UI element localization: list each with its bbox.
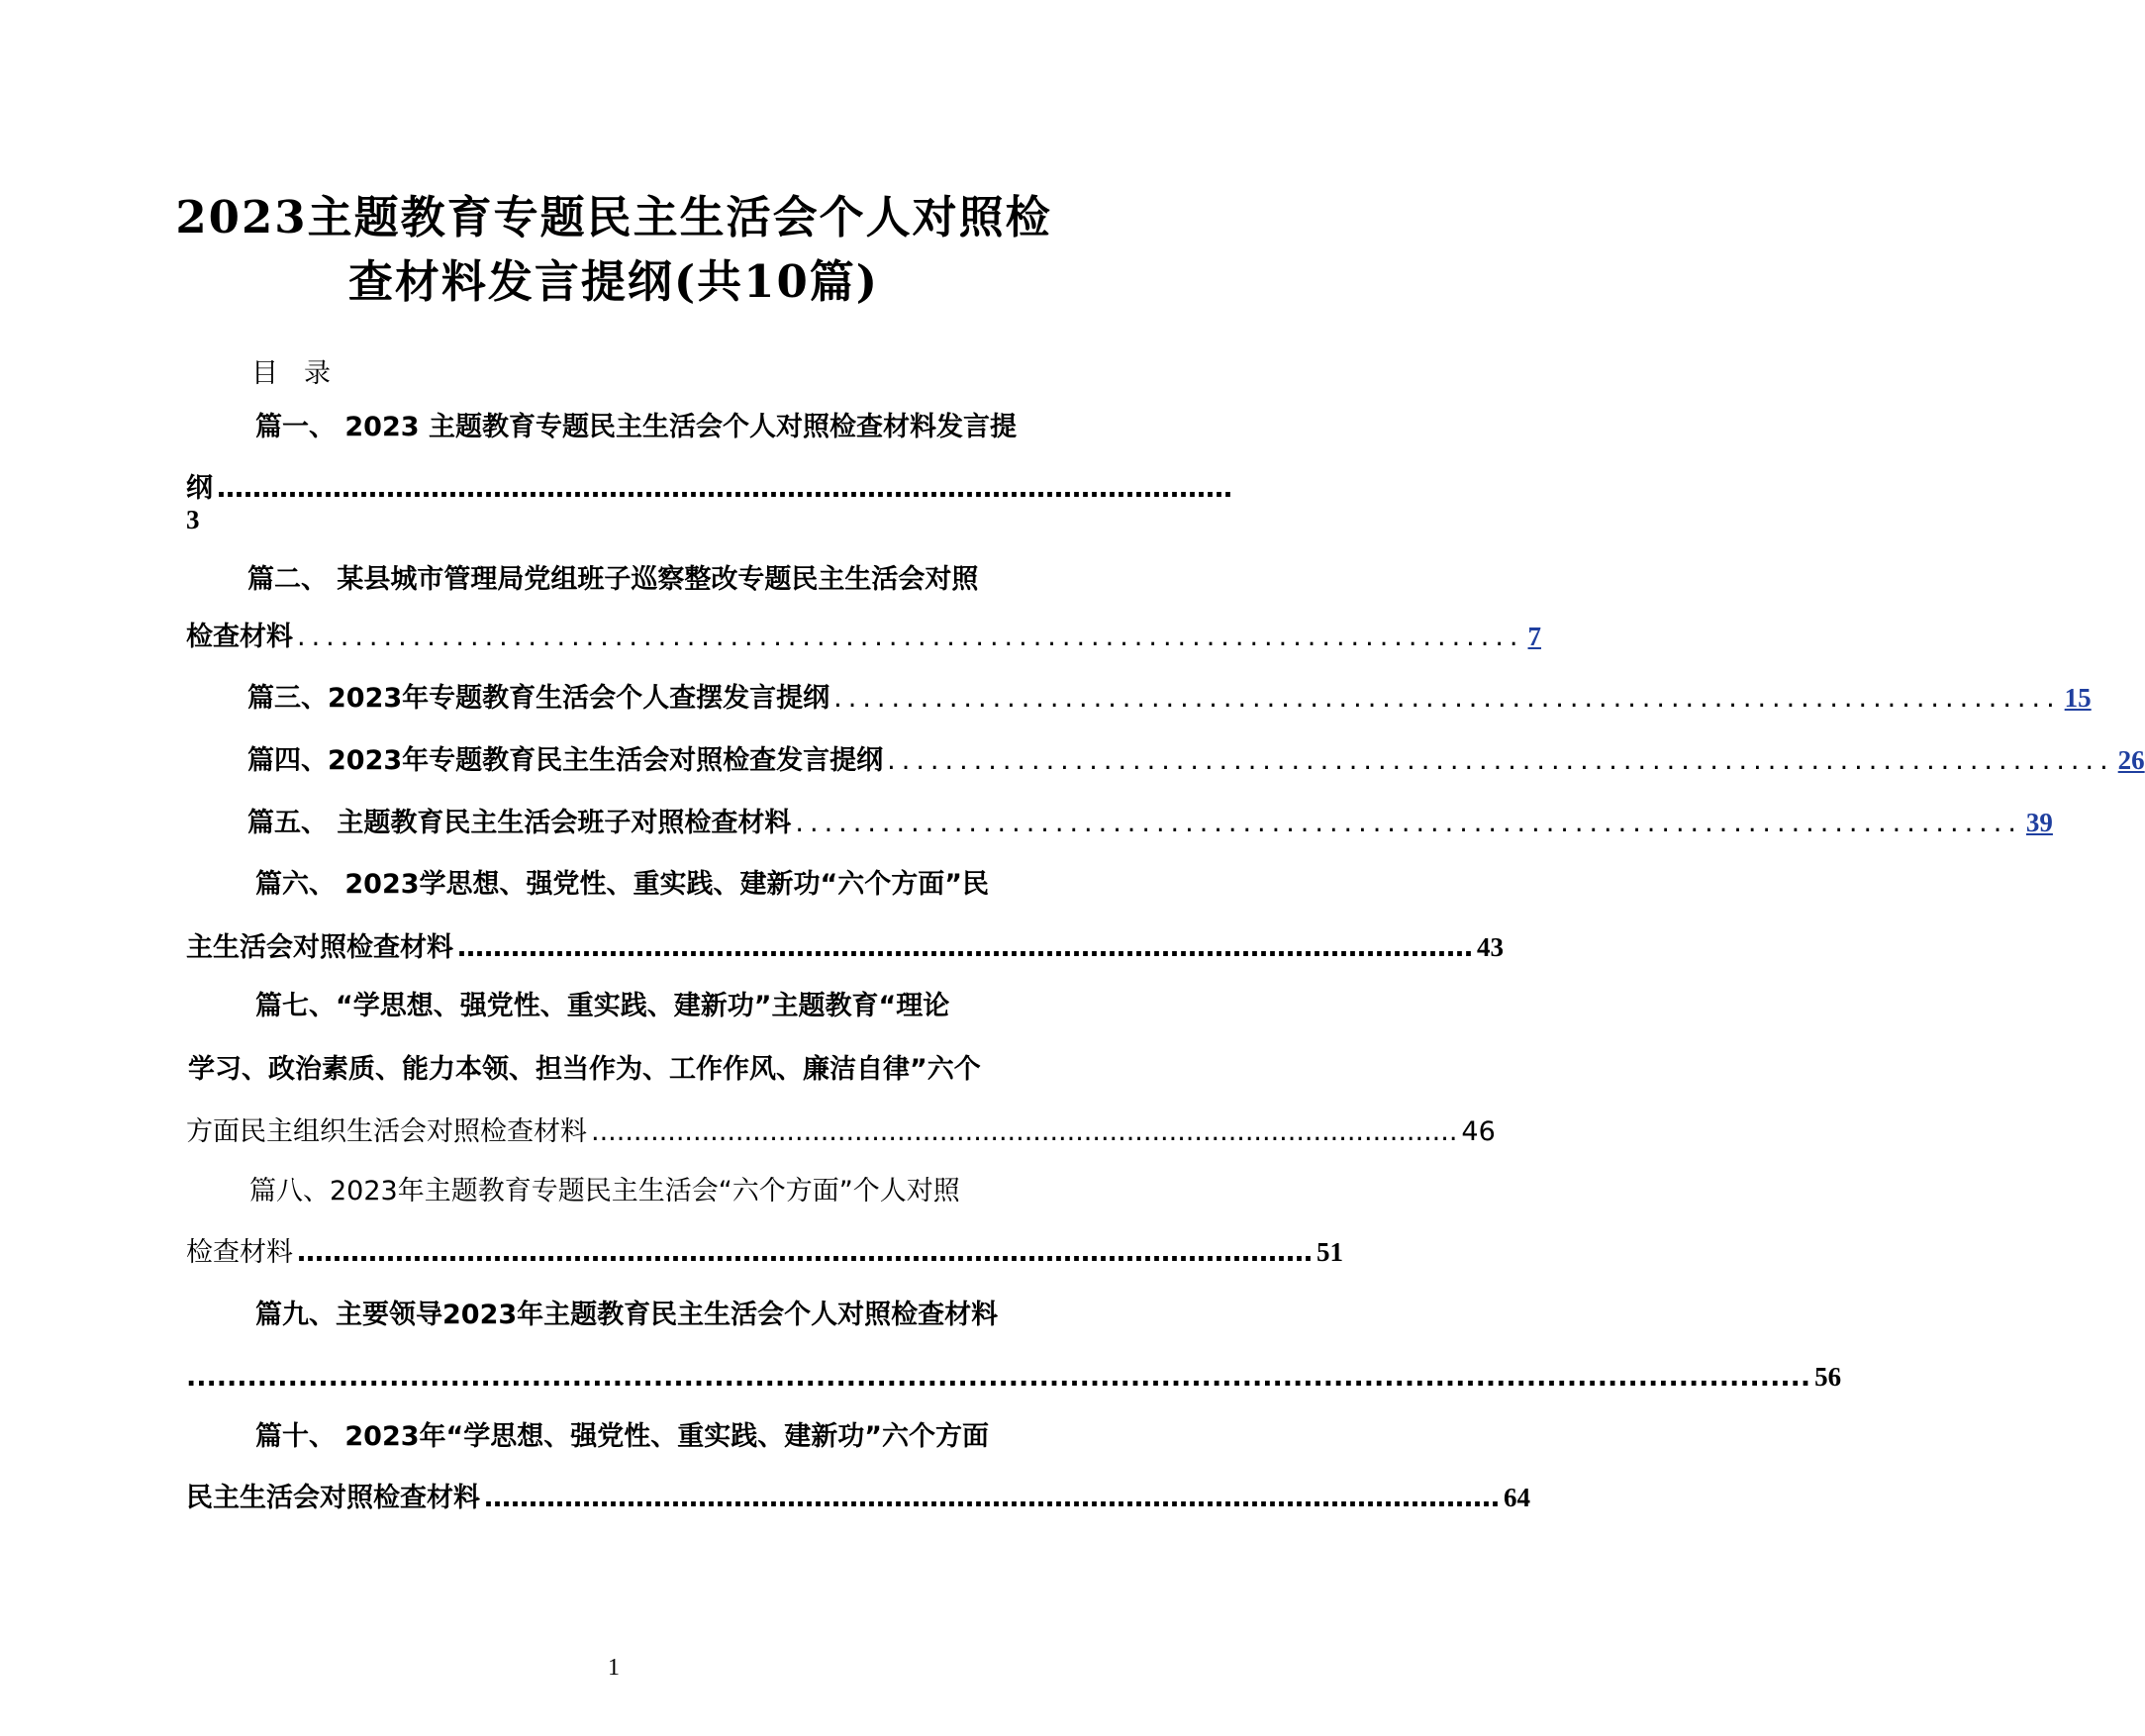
toc-entry-7-text: 方面民主组织生活会对照检查材料 [186, 1116, 587, 1147]
toc-entry-9-page[interactable]: 56 [1814, 1362, 1842, 1392]
dot-leader: ..................................................................................... [297, 622, 1524, 652]
toc-entry-4[interactable] [247, 745, 2145, 776]
toc-entry-3-page-link[interactable]: 15 [2064, 683, 2092, 713]
toc-entry-5[interactable] [247, 808, 2053, 838]
toc-entry-4-text: 篇四、2023年专题教育民主生活会对照检查发言提纲 [247, 745, 884, 776]
toc-entry-3-text: 篇三、2023年专题教育生活会个人查摆发言提纲 [247, 683, 830, 714]
toc-heading: 目录 [251, 358, 356, 389]
toc-entry-10-line-2[interactable] [186, 1483, 1530, 1513]
toc-entry-10-text: 民主生活会对照检查材料 [186, 1483, 480, 1513]
toc-entry-1-line-2[interactable] [186, 473, 1232, 504]
dot-leader: ...................................................................................................... [591, 1116, 1458, 1147]
toc-entry-1-text: 纲 [186, 473, 213, 504]
toc-entry-2-line-2[interactable] [186, 622, 1542, 652]
toc-entry-9-line-2[interactable] [186, 1362, 1842, 1393]
dot-leader: …………………………………………………………………………………………………… [457, 932, 1473, 963]
toc-entry-10-line-1[interactable]: 篇十、 2023年“学思想、强党性、重实践、建新功”六个方面 [255, 1421, 990, 1452]
toc-entry-6-page[interactable]: 43 [1477, 932, 1504, 962]
toc-entry-8-line-2[interactable] [186, 1237, 1343, 1268]
toc-entry-9-line-1[interactable]: 篇九、主要领导2023年主题教育民主生活会个人对照检查材料 [255, 1300, 999, 1330]
dot-leader: ................................................................................................................................................................ [186, 1362, 1811, 1393]
toc-entry-1-page[interactable]: 3 [186, 505, 200, 534]
toc-entry-7-page[interactable]: 46 [1461, 1116, 1496, 1147]
toc-entry-10-page[interactable]: 64 [1504, 1483, 1530, 1512]
document-title-line-1: 2023主题教育专题民主生活会个人对照检 [175, 191, 1052, 243]
toc-entry-3[interactable] [247, 683, 2092, 714]
toc-entry-8-text: 检查材料 [186, 1237, 293, 1268]
dot-leader: ..................................................................................... [795, 808, 2022, 838]
dot-leader: …………………………………………………………………………………………………… [217, 473, 1232, 504]
dot-leader: …………………………………………………………………………………………………… [297, 1237, 1313, 1268]
toc-entry-7-line-2[interactable]: 学习、政治素质、能力本领、担当作为、工作作风、廉洁自律”六个 [188, 1054, 981, 1085]
dot-leader: ..................................................................................... [833, 683, 2061, 714]
toc-entry-2-page-link[interactable]: 7 [1527, 622, 1542, 651]
document-title-line-2: 查材料发言提纲(共10篇) [347, 255, 880, 308]
dot-leader: ..................................................................................... [887, 745, 2114, 776]
toc-entry-6-text: 主生活会对照检查材料 [186, 932, 453, 963]
toc-entry-4-page-link[interactable]: 26 [2117, 745, 2145, 775]
toc-entry-8-line-1[interactable]: 篇八、2023年主题教育专题民主生活会“六个方面”个人对照 [249, 1176, 960, 1206]
toc-entry-5-text: 篇五、 主题教育民主生活会班子对照检查材料 [247, 808, 792, 838]
toc-entry-1-line-1[interactable]: 篇一、 2023 主题教育专题民主生活会个人对照检查材料发言提 [255, 412, 1017, 442]
toc-entry-7-line-3[interactable] [186, 1116, 1496, 1147]
toc-entry-5-page-link[interactable]: 39 [2025, 808, 2053, 837]
page-number: 1 [608, 1655, 620, 1681]
toc-entry-2-text: 检查材料 [186, 622, 293, 652]
toc-entry-6-line-2[interactable] [186, 932, 1504, 963]
toc-entry-2-line-1[interactable]: 篇二、 某县城市管理局党组班子巡察整改专题民主生活会对照 [247, 564, 979, 595]
toc-entry-7-line-1[interactable]: 篇七、“学思想、强党性、重实践、建新功”主题教育“理论 [255, 991, 950, 1021]
dot-leader: …………………………………………………………………………………………………… [484, 1483, 1500, 1513]
toc-entry-6-line-1[interactable]: 篇六、 2023学思想、强党性、重实践、建新功“六个方面”民 [255, 869, 990, 900]
toc-entry-8-page[interactable]: 51 [1316, 1237, 1343, 1267]
